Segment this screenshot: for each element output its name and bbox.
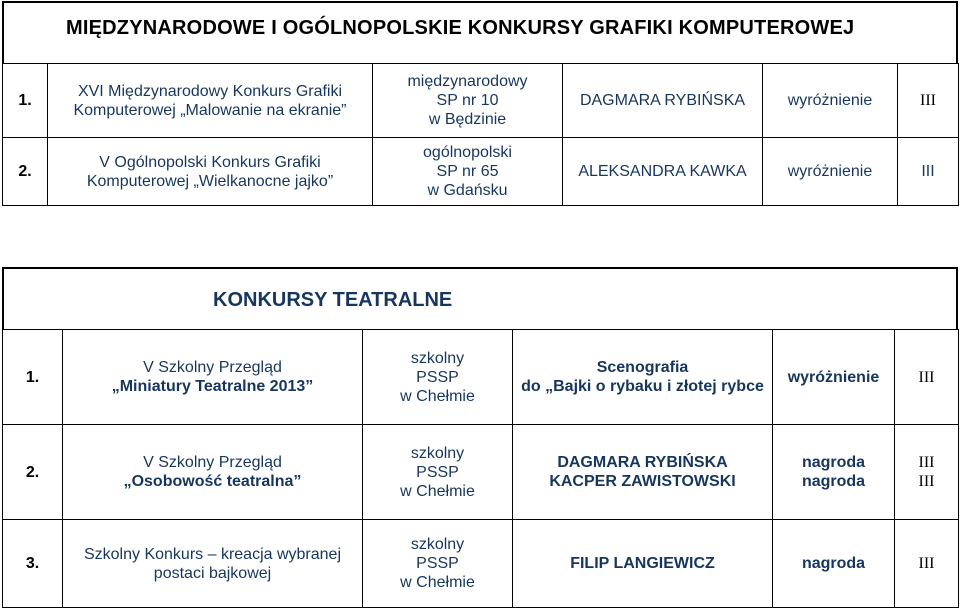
result-line: FILIP LANGIEWICZ [570, 555, 715, 572]
organizer-cell [373, 138, 563, 206]
level-cell [895, 425, 959, 520]
result-line: Scenografia [596, 359, 689, 376]
organizer-line: PSSP [416, 555, 459, 572]
level-line: III [918, 454, 935, 471]
contest-name-line: Szkolny Konkurs – kreacja wybranej [83, 545, 341, 563]
contest-name-line: postaci bajkowej [153, 564, 272, 582]
row-number: 1. [3, 64, 48, 138]
row-number: 3. [3, 520, 63, 608]
organizer-line: PSSP [416, 463, 459, 481]
organizer-cell [363, 330, 513, 425]
table-row [3, 64, 959, 138]
contest-name-cell [48, 64, 373, 138]
result-cell [513, 520, 773, 608]
contest-name-line: Komputerowej „Malowanie na ekranie” [73, 101, 347, 119]
contest-name-line: XVI Międzynarodowy Konkurs Grafiki [77, 82, 343, 100]
section2-table [2, 329, 959, 608]
result-cell [513, 330, 773, 425]
contest-name-line: „Miniatury Teatralne 2013” [111, 378, 314, 395]
contest-name-line: V Ogólnopolski Konkurs Grafiki [99, 153, 321, 171]
level-line: III [918, 473, 935, 490]
award-cell: wyróżnienie [763, 64, 898, 138]
table-row [3, 425, 959, 520]
organizer-line: SP nr 65 [436, 163, 499, 180]
organizer-line: PSSP [416, 368, 459, 386]
table-row [3, 520, 959, 608]
person-cell: ALEKSANDRA KAWKA [563, 138, 763, 206]
row-number: 2. [3, 138, 48, 206]
section1-title-box [2, 1, 958, 63]
organizer-line: w Chełmie [400, 387, 475, 405]
contest-name-cell [63, 520, 363, 608]
section1-title: MIĘDZYNARODOWE I OGÓLNOPOLSKIE KONKURSY GRAFIKI KOMPUTEROWEJ [66, 17, 855, 39]
contest-name-cell [63, 330, 363, 425]
contest-name-line: „Osobowość teatralna” [123, 473, 302, 490]
organizer-line: szkolny [410, 349, 465, 367]
award-line: nagroda [801, 454, 866, 471]
organizer-line: w Będzinie [428, 111, 507, 128]
contest-name-cell [48, 138, 373, 206]
contest-name-line: Komputerowej „Wielkanocne jajko” [86, 172, 334, 190]
contest-name-line: V Szkolny Przegląd [143, 359, 282, 376]
award-line: nagroda [801, 555, 866, 572]
award-cell [773, 425, 895, 520]
row-number: 2. [3, 425, 63, 520]
organizer-line: w Gdańsku [427, 182, 508, 199]
section2-title: KONKURSY TEATRALNE [213, 289, 453, 311]
award-cell: wyróżnienie [763, 138, 898, 206]
award-cell [773, 330, 895, 425]
person-cell: DAGMARA RYBIŃSKA [563, 64, 763, 138]
organizer-cell [363, 520, 513, 608]
result-line: do „Bajki o rybaku i złotej rybce [521, 378, 764, 395]
level-cell: III [898, 64, 959, 138]
organizer-line: w Chełmie [400, 482, 475, 500]
section1-table [2, 63, 959, 206]
level-line: III [918, 368, 935, 386]
contest-name-cell [63, 425, 363, 520]
row-number: 1. [3, 330, 63, 425]
organizer-line: międzynarodowy [407, 73, 528, 90]
organizer-line: szkolny [410, 444, 465, 462]
award-line: wyróżnienie [787, 368, 880, 386]
organizer-line: SP nr 10 [436, 92, 499, 109]
organizer-line: ogólnopolski [423, 144, 512, 161]
table-row [3, 330, 959, 425]
level-cell [895, 520, 959, 608]
organizer-cell [373, 64, 563, 138]
level-cell [895, 330, 959, 425]
organizer-line: szkolny [410, 536, 465, 553]
result-cell [513, 425, 773, 520]
organizer-cell [363, 425, 513, 520]
organizer-line: w Chełmie [400, 574, 475, 591]
result-line: KACPER ZAWISTOWSKI [549, 473, 736, 490]
section2-title-box [2, 267, 958, 329]
award-cell [773, 520, 895, 608]
award-line: nagroda [801, 473, 866, 490]
level-line: III [918, 555, 935, 572]
level-cell: III [898, 138, 959, 206]
result-line: DAGMARA RYBIŃSKA [557, 454, 728, 471]
contest-name-line: V Szkolny Przegląd [143, 454, 282, 471]
table-row [3, 138, 959, 206]
